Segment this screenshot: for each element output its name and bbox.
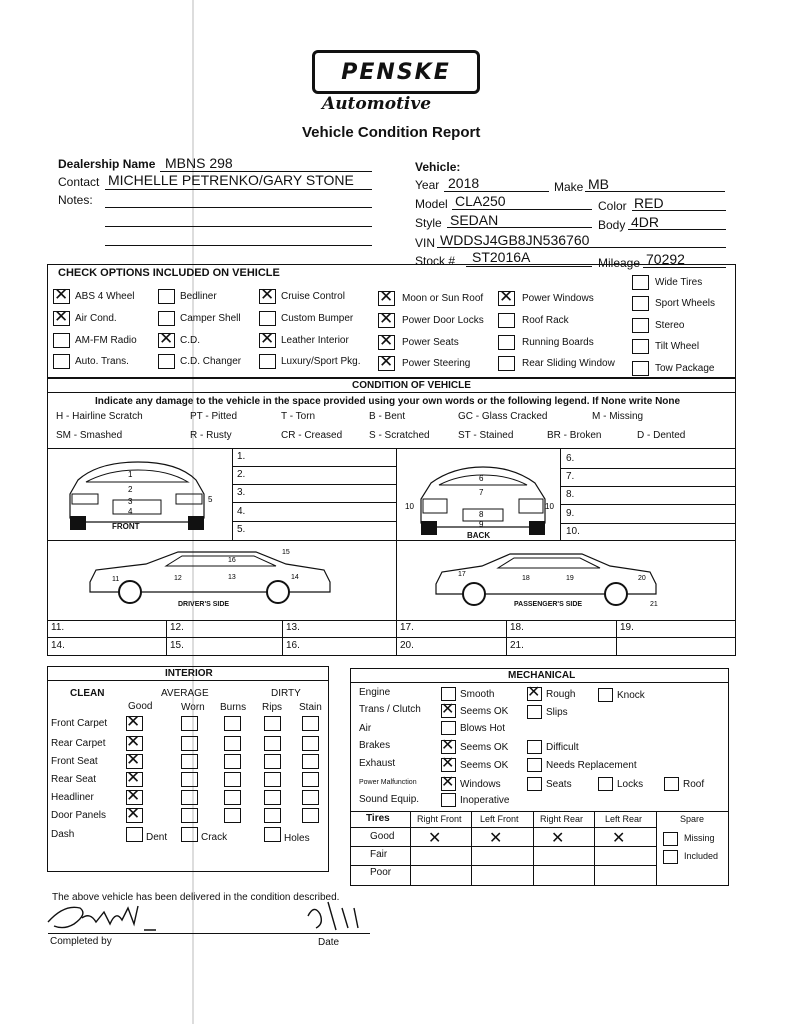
option-label: Power Seats [402,337,459,348]
option-label: Wide Tires [655,277,703,288]
mech-check-mark: ✕ [441,774,455,791]
damage-field-number: 1. [237,451,246,462]
options-heading: CHECK OPTIONS INCLUDED ON VEHICLE [58,267,280,279]
damage-field-number: 7. [566,471,575,482]
car-back-diagram [403,465,561,537]
damage-field-number: 2. [237,469,246,480]
interior-row-label: Door Panels [51,810,107,821]
svg-text:9: 9 [479,520,484,529]
tire-column-header: Right Front [417,814,462,824]
svg-text:17: 17 [458,571,466,578]
vehicle-label: Vehicle: [415,160,461,174]
option-checkbox[interactable] [632,339,649,354]
option-check-mark: ✕ [379,331,394,350]
svg-text:3: 3 [128,497,133,506]
interior-checkbox[interactable] [302,754,319,769]
spare-included-label: Included [684,851,719,861]
option-label: Moon or Sun Roof [402,293,484,304]
option-check-mark: ✕ [260,285,275,304]
option-label: Tow Package [655,363,715,374]
mech-checkbox[interactable] [441,793,456,807]
dent-checkbox[interactable] [126,827,143,842]
dent-label: Dent [146,832,168,843]
damage-cell[interactable]: 17. [400,622,414,633]
svg-text:10: 10 [545,502,554,511]
front-label: FRONT [112,522,140,531]
spare-included-checkbox[interactable] [663,850,678,864]
tire-good-mark: ✕ [489,830,503,847]
vin-value[interactable]: WDDSJ4GB8JN536760 [440,232,590,248]
grid-line [47,637,736,638]
option-label: AM-FM Radio [75,335,137,346]
damage-field-line[interactable] [560,504,736,505]
svg-text:18: 18 [522,575,530,582]
mech-option-label: Seats [546,779,572,790]
holes-checkbox[interactable] [264,827,281,842]
damage-field-number: 6. [566,453,575,464]
option-checkbox[interactable] [498,356,515,371]
interior-check-mark: ✕ [126,712,141,731]
tire-good-mark: ✕ [428,830,442,847]
damage-field-line[interactable] [560,468,736,469]
spare-missing-label: Missing [684,833,715,843]
crack-checkbox[interactable] [181,827,198,842]
legend-item: R - Rusty [190,430,232,441]
mech-row-label: Exhaust [359,758,396,769]
grid-line [506,620,507,656]
date-handwritten [302,898,372,934]
damage-cell[interactable]: 12. [170,622,184,633]
damage-field-line[interactable] [232,502,396,503]
date-label: Date [318,937,340,948]
interior-heading: INTERIOR [165,668,213,679]
option-checkbox[interactable] [498,313,515,328]
dirty-header: DIRTY [271,688,301,699]
interior-checkbox[interactable] [302,736,319,751]
interior-row-label: Front Seat [51,756,98,767]
logo-subtitle: Automotive [322,94,432,114]
interior-row-label: Dash [51,829,75,840]
svg-text:6: 6 [479,474,484,483]
option-label: ABS 4 Wheel [75,291,135,302]
option-checkbox[interactable] [632,275,649,290]
option-checkbox[interactable] [158,311,175,326]
legend-item: CR - Creased [281,430,343,441]
option-label: Power Door Locks [402,315,484,326]
mileage-value[interactable]: 70292 [646,251,685,267]
tire-row-label: Fair [370,849,388,860]
tire-column-header: Right Rear [540,814,584,824]
damage-cell[interactable]: 11. [51,622,65,633]
mech-check-mark: ✕ [441,701,455,718]
mech-checkbox[interactable] [441,721,456,735]
option-label: Bedliner [180,291,217,302]
legend-item: PT - Pitted [190,411,238,422]
option-label: Sport Wheels [655,298,716,309]
damage-field-line[interactable] [232,484,396,485]
mech-option-label: Inoperative [460,795,510,806]
legend-item: BR - Broken [547,430,602,441]
mech-option-label: Rough [546,689,576,700]
damage-cell[interactable]: 14. [51,640,65,651]
grid-line [47,620,48,656]
mech-checkbox[interactable] [527,740,542,754]
color-label: Color [598,199,627,213]
mech-check-mark: ✕ [527,684,541,701]
mech-checkbox[interactable] [527,705,542,719]
grid-line [282,620,283,656]
vin-label: VIN [415,236,436,250]
interior-row-label: Rear Seat [51,774,97,785]
mech-option-label: Difficult [546,742,579,753]
tire-row-label: Poor [370,867,392,878]
mech-row-label: Air [359,723,372,734]
legend-item: SM - Smashed [56,430,123,441]
svg-text:15: 15 [282,549,290,556]
grid-line [396,620,397,656]
penske-logo [312,50,480,94]
car-passenger-side-diagram [432,550,662,606]
tires-line [410,811,411,886]
dealership-label: Dealership Name [58,157,156,171]
mileage-label: Mileage [598,256,641,270]
option-label: Rear Sliding Window [522,358,615,369]
mech-checkbox[interactable] [441,687,456,701]
interior-checkbox[interactable] [302,716,319,731]
interior-checkbox[interactable] [264,754,281,769]
model-label: Model [415,197,448,211]
mech-checkbox[interactable] [527,758,542,772]
option-label: Camper Shell [180,313,241,324]
svg-text:20: 20 [638,575,646,582]
option-label: Leather Interior [281,335,349,346]
option-label: Running Boards [522,337,594,348]
svg-text:12: 12 [174,575,182,582]
option-check-mark: ✕ [379,352,394,371]
interior-checkbox[interactable] [181,754,198,769]
year-label: Year [415,178,440,192]
option-label: Roof Rack [522,315,569,326]
svg-text:19: 19 [566,575,574,582]
interior-checkbox[interactable] [224,716,241,731]
mech-option-label: Seems OK [460,742,509,753]
damage-field-number: 4. [237,506,246,517]
mech-option-label: Slips [546,707,568,718]
svg-text:14: 14 [291,574,299,581]
option-check-mark: ✕ [54,285,69,304]
option-label: Luxury/Sport Pkg. [281,356,361,367]
option-label: Power Windows [522,293,594,304]
condition-instructions: Indicate any damage to the vehicle in the space provided using your own words or the following legend. If None write None [95,396,681,407]
option-checkbox[interactable] [53,333,70,348]
delivered-text: The above vehicle has been delivered in the condition described. [52,892,340,903]
option-label: Tilt Wheel [655,341,700,352]
tire-column-header: Spare [680,814,705,824]
tires-line [350,811,729,812]
contact-value[interactable]: MICHELLE PETRENKO/GARY STONE [108,172,354,188]
mech-row-label: Brakes [359,740,391,751]
damage-field-line[interactable] [560,486,736,487]
mech-option-label: Blows Hot [460,723,506,734]
option-checkbox[interactable] [498,335,515,350]
mech-row-label: Engine [359,687,391,698]
mech-checkbox[interactable] [598,688,613,702]
option-label: Auto. Trans. [75,356,129,367]
damage-field-number: 10. [566,526,580,537]
option-label: C.D. Changer [180,356,242,367]
interior-checkbox[interactable] [264,808,281,823]
interior-check-mark: ✕ [126,786,141,805]
notes-label: Notes: [58,193,93,207]
legend-item: ST - Stained [458,430,514,441]
tires-line [594,811,595,886]
tires-line [471,811,472,886]
interior-checkbox[interactable] [181,808,198,823]
interior-checkbox[interactable] [264,790,281,805]
damage-cell[interactable]: 19. [620,622,634,633]
svg-text:2: 2 [128,485,133,494]
option-check-mark: ✕ [159,329,174,348]
mech-row-label: Sound Equip. [359,794,420,805]
mech-option-label: Knock [617,690,645,701]
mech-option-label: Smooth [460,689,495,700]
interior-checkbox[interactable] [224,754,241,769]
damage-field-number: 5. [237,524,246,535]
year-value[interactable]: 2018 [448,175,480,191]
svg-text:1: 1 [128,470,133,479]
dealership-value[interactable]: MBNS 298 [165,155,233,171]
damage-field-line[interactable] [232,521,396,522]
tires-header: Tires [366,813,390,824]
damage-field-number: 9. [566,508,575,519]
stain-header: Stain [299,702,322,713]
interior-check-mark: ✕ [126,768,141,787]
completed-by-label: Completed by [50,936,112,947]
mech-checkbox[interactable] [598,777,613,791]
tire-good-mark: ✕ [612,830,626,847]
tires-line [350,827,656,828]
option-check-mark: ✕ [379,309,394,328]
damage-cell[interactable]: 18. [510,622,524,633]
back-label: BACK [467,531,491,540]
interior-checkbox[interactable] [264,772,281,787]
option-checkbox[interactable] [632,296,649,311]
driver-side-label: DRIVER'S SIDE [178,601,230,608]
mech-option-label: Locks [617,779,644,790]
interior-checkbox[interactable] [264,736,281,751]
interior-checkbox[interactable] [181,790,198,805]
damage-cell[interactable]: 20. [400,640,414,651]
interior-checkbox[interactable] [181,716,198,731]
damage-field-number: 3. [237,487,246,498]
mech-option-label: Windows [460,779,501,790]
mech-checkbox[interactable] [664,777,679,791]
interior-row-label: Headliner [51,792,94,803]
tire-row-label: Good [370,831,395,842]
interior-checkbox[interactable] [224,790,241,805]
tires-line [656,811,657,886]
style-value[interactable]: SEDAN [450,212,499,228]
clean-header: CLEAN [70,688,105,699]
option-checkbox[interactable] [259,311,276,326]
legend-item: GC - Glass Cracked [458,411,548,422]
mech-option-label: Roof [683,779,705,790]
contact-label: Contact [58,175,100,189]
option-check-mark: ✕ [54,307,69,326]
option-label: Power Steering [402,358,471,369]
damage-field-line[interactable] [560,523,736,524]
mech-option-label: Seems OK [460,706,509,717]
interior-check-mark: ✕ [126,804,141,823]
legend-item: S - Scratched [369,430,430,441]
crack-label: Crack [201,832,228,843]
option-label: Custom Bumper [281,313,354,324]
interior-checkbox[interactable] [224,808,241,823]
make-value[interactable]: MB [588,176,609,192]
mechanical-heading: MECHANICAL [508,670,576,681]
damage-field-number: 8. [566,489,575,500]
svg-text:7: 7 [479,488,484,497]
stock-value[interactable]: ST2016A [472,249,531,265]
page-title: Vehicle Condition Report [302,124,481,141]
grid-line [47,620,736,621]
option-checkbox[interactable] [259,354,276,369]
grid-line [166,620,167,656]
interior-checkbox[interactable] [224,772,241,787]
mech-option-label: Seems OK [460,760,509,771]
burns-header: Burns [220,702,247,713]
interior-checkbox[interactable] [224,736,241,751]
interior-row-label: Rear Carpet [51,738,106,749]
legend-item: T - Torn [281,411,316,422]
tire-column-header: Left Front [480,814,519,824]
option-checkbox[interactable] [632,361,649,376]
svg-text:8: 8 [479,510,484,519]
style-label: Style [415,216,442,230]
option-checkbox[interactable] [158,354,175,369]
interior-checkbox[interactable] [181,772,198,787]
interior-checkbox[interactable] [302,808,319,823]
average-header: AVERAGE [161,688,209,699]
damage-cell[interactable]: 21. [510,640,524,651]
make-label: Make [554,180,584,194]
color-value[interactable]: RED [634,195,664,211]
svg-text:5: 5 [208,495,213,504]
damage-cell[interactable]: 13. [286,622,300,633]
interior-check-mark: ✕ [126,732,141,751]
mech-checkbox[interactable] [527,777,542,791]
holes-label: Holes [284,833,310,844]
option-check-mark: ✕ [499,287,514,306]
stock-label: Stock # [415,254,456,268]
option-checkbox[interactable] [53,354,70,369]
option-check-mark: ✕ [260,329,275,348]
option-label: C.D. [180,335,200,346]
svg-text:21: 21 [650,601,658,606]
damage-field-line[interactable] [232,466,396,467]
svg-text:13: 13 [228,574,236,581]
model-value[interactable]: CLA250 [455,193,506,209]
interior-checkbox[interactable] [181,736,198,751]
mech-row-label: Trans / Clutch [359,704,421,715]
tires-line [350,865,656,866]
legend-item: B - Bent [369,411,406,422]
body-value[interactable]: 4DR [631,214,660,230]
rips-header: Rips [262,702,283,713]
completed-by-signature [44,900,194,936]
condition-heading: CONDITION OF VEHICLE [352,380,471,391]
power-malfunction-label: Power Malfunction [359,779,417,786]
legend-item: D - Dented [637,430,686,441]
logo-text: PENSKE [341,59,451,85]
option-label: Stereo [655,320,685,331]
damage-cell[interactable]: 15. [170,640,184,651]
svg-text:16: 16 [228,557,236,564]
svg-text:4: 4 [128,507,133,516]
legend-item: H - Hairline Scratch [56,411,143,422]
interior-row-label: Front Carpet [51,718,108,729]
legend-item: M - Missing [592,411,644,422]
interior-checkbox[interactable] [264,716,281,731]
body-label: Body [598,218,626,232]
option-checkbox[interactable] [632,318,649,333]
car-driver-side-diagram [86,548,334,604]
damage-cell[interactable]: 16. [286,640,300,651]
spare-missing-checkbox[interactable] [663,832,678,846]
option-label: Air Cond. [75,313,117,324]
interior-check-mark: ✕ [126,750,141,769]
option-label: Cruise Control [281,291,345,302]
mech-option-label: Needs Replacement [546,760,637,771]
svg-text:11: 11 [112,576,120,583]
tires-line [350,846,656,847]
interior-checkbox[interactable] [302,772,319,787]
interior-checkbox[interactable] [302,790,319,805]
svg-text:10: 10 [405,502,414,511]
worn-header: Worn [181,702,205,713]
mech-check-mark: ✕ [441,737,455,754]
grid-line [616,620,617,656]
mech-check-mark: ✕ [441,755,455,772]
good-header: Good [128,701,153,712]
tire-column-header: Left Rear [605,814,643,824]
tires-line [533,811,534,886]
option-check-mark: ✕ [379,287,394,306]
option-checkbox[interactable] [158,289,175,304]
passenger-side-label: PASSENGER'S SIDE [514,601,583,608]
tire-good-mark: ✕ [551,830,565,847]
